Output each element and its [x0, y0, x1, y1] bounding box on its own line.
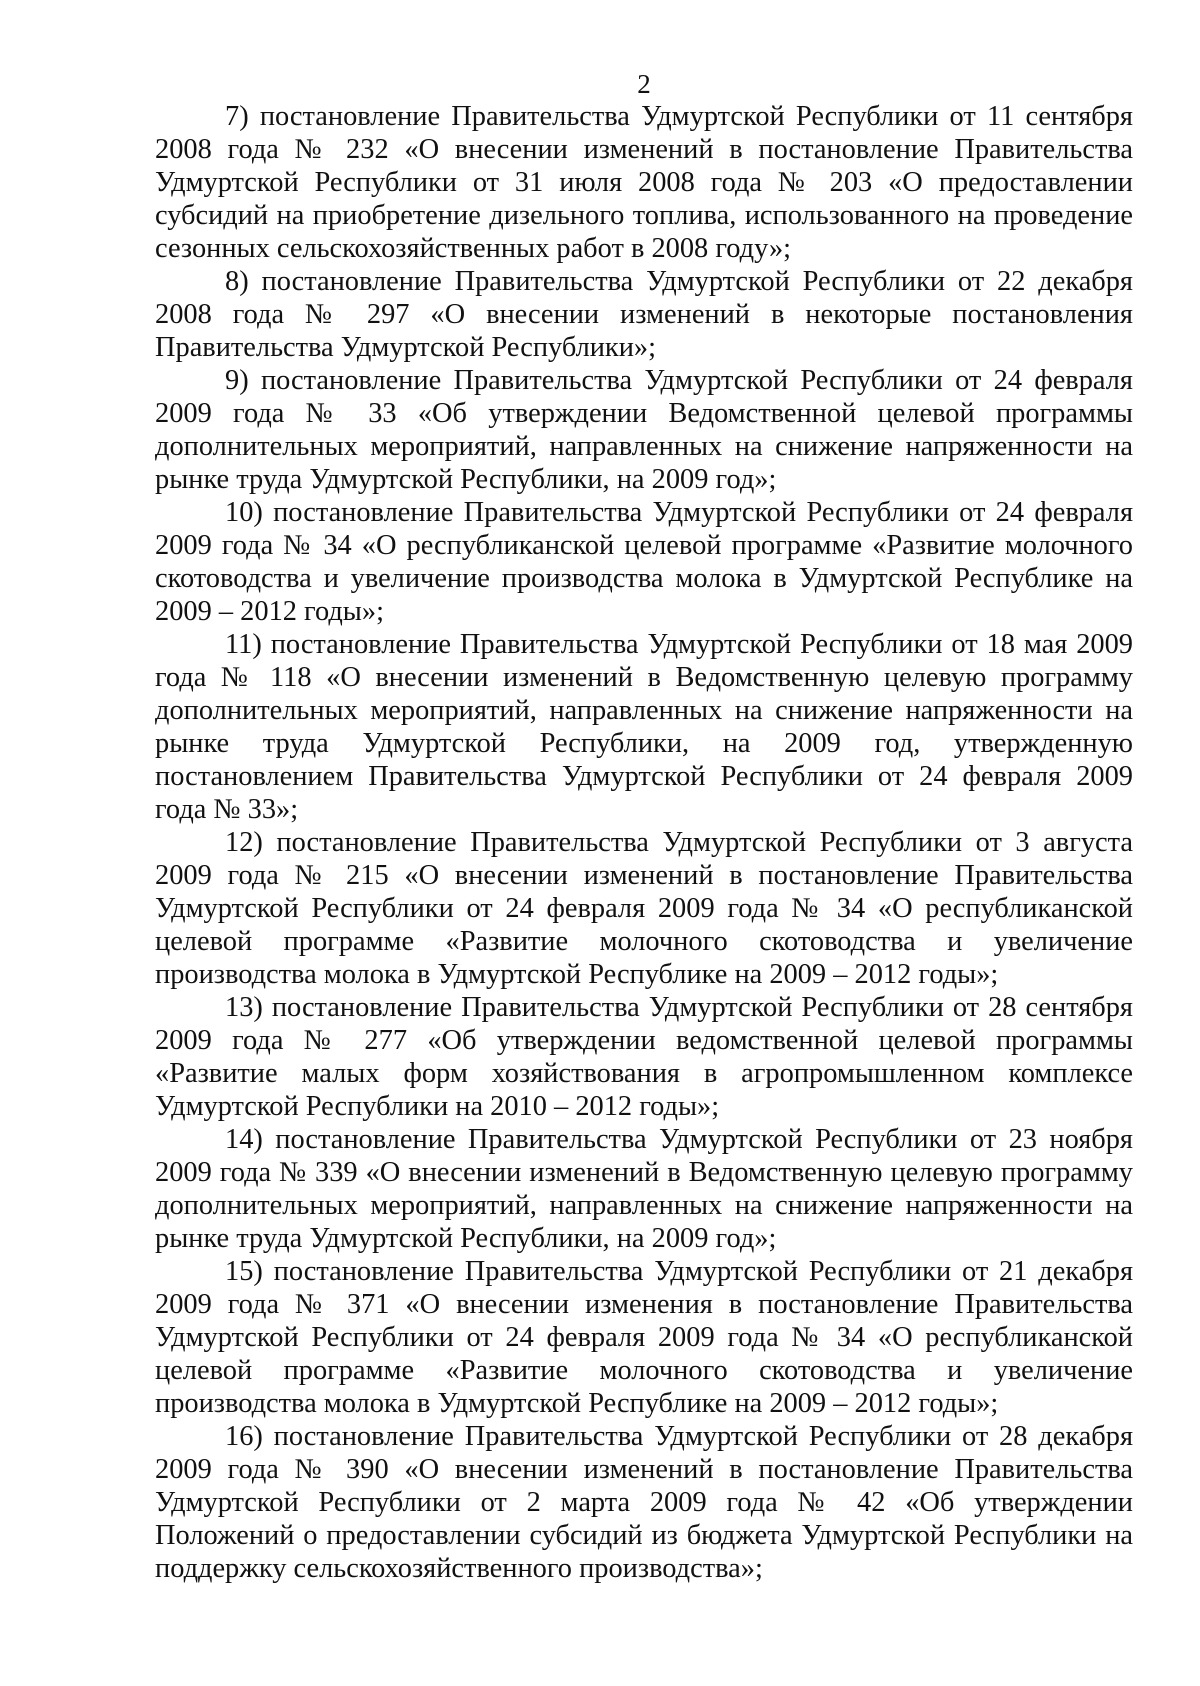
list-item-8: 8) постановление Правительства Удмуртской Республики от 22 декабря 2008 года № 297 «О внесении изменений в некоторые постановления Правительства Удмуртской Республики»;: [155, 266, 1133, 363]
list-item-10: 10) постановление Правительства Удмуртской Республики от 24 февраля 2009 года № 34 «О республиканской целевой программе «Развитие молочного скотоводства и увеличение производства молока в Удмуртской Республике на 2009 – 2012 годы»;: [155, 497, 1133, 627]
list-item-13: 13) постановление Правительства Удмуртской Республики от 28 сентября 2009 года № 277 «Об утверждении ведомственной целевой программы «Развитие малых форм хозяйствования в агропромышленном комплексе Удмуртской Республики на 2010 – 2012 годы»;: [155, 992, 1133, 1122]
list-item-14: 14) постановление Правительства Удмуртской Республики от 23 ноября 2009 года № 339 «О внесении изменений в Ведомственную целевую программу дополнительных мероприятий, направленных на снижение напряженности на рынке труда Удмуртской Республики, на 2009 год»;: [155, 1124, 1133, 1254]
list-item-11: 11) постановление Правительства Удмуртской Республики от 18 мая 2009 года № 118 «О внесении изменений в Ведомственную целевую программу дополнительных мероприятий, направленных на снижение напряженности на рынке труда Удмуртской Республики, на 2009 год, утвержденную постановлением Правительства Удмуртской Республики от 24 февраля 2009 года № 33»;: [155, 629, 1133, 825]
list-item-12: 12) постановление Правительства Удмуртской Республики от 3 августа 2009 года № 215 «О внесении изменений в постановление Правительства Удмуртской Республики от 24 февраля 2009 года № 34 «О республиканской целевой программе «Развитие молочного скотоводства и увеличение производства молока в Удмуртской Республике на 2009 – 2012 годы»;: [155, 827, 1133, 990]
document-page: [155, 68, 1133, 1585]
list-item-9: 9) постановление Правительства Удмуртской Республики от 24 февраля 2009 года № 33 «Об утверждении Ведомственной целевой программы дополнительных мероприятий, направленных на снижение напряженности на рынке труда Удмуртской Республики, на 2009 год»;: [155, 365, 1133, 495]
list-item-7: 7) постановление Правительства Удмуртской Республики от 11 сентября 2008 года № 232 «О внесении изменений в постановление Правительства Удмуртской Республики от 31 июля 2008 года № 203 «О предоставлении субсидий на приобретение дизельного топлива, использованного на проведение сезонных сельскохозяйственных работ в 2008 году»;: [155, 101, 1133, 264]
page-number: 2: [637, 69, 651, 99]
list-item-16: 16) постановление Правительства Удмуртской Республики от 28 декабря 2009 года № 390 «О внесении изменений в постановление Правительства Удмуртской Республики от 2 марта 2009 года № 42 «Об утверждении Положений о предоставлении субсидий из бюджета Удмуртской Республики на поддержку сельскохозяйственного производства»;: [155, 1421, 1133, 1584]
list-item-15: 15) постановление Правительства Удмуртской Республики от 21 декабря 2009 года № 371 «О внесении изменения в постановление Правительства Удмуртской Республики от 24 февраля 2009 года № 34 «О республиканской целевой программе «Развитие молочного скотоводства и увеличение производства молока в Удмуртской Республике на 2009 – 2012 годы»;: [155, 1256, 1133, 1419]
